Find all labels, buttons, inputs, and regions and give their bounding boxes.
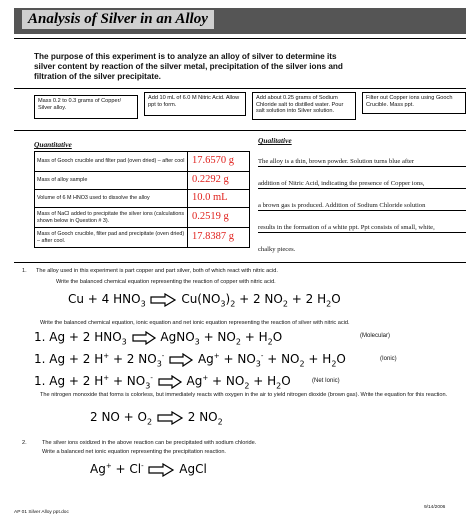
footer-date: 9/14/2006 bbox=[424, 505, 446, 510]
equation-copper bbox=[68, 292, 341, 308]
reaction-arrow-icon bbox=[131, 331, 157, 345]
procedure-top-rule bbox=[14, 88, 466, 89]
equation-silver-net-ionic: 1. Ag + 2 $H^+ + NO_3^-$ $Ag^+ + NO_2 + H_2O$ bbox=[34, 374, 291, 391]
table-row bbox=[35, 190, 250, 208]
label-ionic: (Ionic) bbox=[380, 356, 397, 362]
table-row bbox=[35, 228, 250, 248]
q2-instruction: Write a balanced net ionic equation representing the precipitation reaction. bbox=[42, 449, 226, 455]
eq-sub: 3 bbox=[220, 299, 226, 309]
eq-sub: 2 bbox=[217, 417, 223, 427]
eq-text: AgCl bbox=[179, 462, 207, 476]
eq-sup: + bbox=[105, 462, 112, 470]
page-title: Analysis of Silver in an Alloy bbox=[22, 10, 214, 29]
eq-sub: 2 bbox=[282, 299, 288, 309]
q1-number: 1. bbox=[22, 268, 27, 274]
table-cell-value: 17.8387 g bbox=[188, 228, 250, 248]
procedure-bottom-rule bbox=[14, 130, 466, 131]
qualitative-line: chalky pieces. bbox=[258, 246, 296, 253]
eq-text: O bbox=[331, 292, 341, 306]
qualitative-line: results in the formation of a white ppt. Ppt consists of small, white, bbox=[258, 223, 466, 233]
label-molecular: (Molecular) bbox=[360, 333, 391, 339]
eq-text: ) bbox=[225, 292, 231, 306]
step-text: Filter out Copper ions using Gooch Crucible. Mass ppt. bbox=[366, 95, 453, 108]
equation-precipitation bbox=[90, 462, 207, 477]
title-rule bbox=[14, 38, 466, 39]
eq-text: Ag bbox=[90, 462, 106, 476]
quantitative-header: Quantitative bbox=[34, 140, 72, 149]
step-text: Add about 0.25 grams of Sodium Chloride salt to distilled water. Pour salt solution into Silver solution. bbox=[256, 95, 344, 115]
table-cell-label: Mass of alloy sample bbox=[35, 172, 188, 190]
q1-text: The alloy used in this experiment is part copper and part silver, both of which react with nitric acid. bbox=[36, 268, 278, 274]
table-row bbox=[35, 152, 250, 172]
footer-filename: AP 01 Silver Alloy ppt.doc bbox=[14, 510, 69, 515]
table-cell-label: Volume of 6 M HNO3 used to dissolve the alloy bbox=[35, 190, 188, 208]
table-cell-label: Mass of NaCl added to precipitate the silver ions (calculations shown below in Question # 3). bbox=[35, 208, 188, 228]
table-cell-label: Mass of Gooch crucible, filter pad and precipitate (oven dried) – after cool. bbox=[35, 228, 188, 248]
eq-sub: 3 bbox=[140, 299, 146, 309]
reaction-arrow-icon bbox=[149, 293, 177, 307]
table-cell-value: 10.0 mL bbox=[188, 190, 250, 208]
q1-no-text: The nitrogen monoxide that forms is colorless, but immediately reacts with oxygen in the air to yield nitrogen dioxide (brown gas). Write the equation for this reaction. bbox=[40, 392, 448, 398]
q2-text: The silver ions oxidized in the above reaction can be precipitated with sodium chloride. bbox=[42, 440, 257, 446]
q1-instruction-b: Write the balanced chemical equation, ionic equation and net ionic equation representing the reaction of silver with nitric acid. bbox=[40, 320, 350, 326]
step-box-1 bbox=[34, 95, 138, 119]
table-cell-label: Mass of Gooch crucible and filter pad (oven dried) – after cool bbox=[35, 152, 188, 172]
step-text: Mass 0.2 to 0.3 grams of Copper/ Silver alloy. bbox=[38, 98, 122, 111]
purpose-text: The purpose of this experiment is to analyze an alloy of silver to determine its silver content by reaction of the silver metal, precipitation of the silver ions and filtration of the silver precipitate. bbox=[34, 52, 343, 81]
eq-sub: 2 bbox=[326, 299, 332, 309]
eq-sup: - bbox=[141, 462, 144, 470]
equation-silver-molecular: 1. Ag + 2 $HNO_3$ AgNO$_3$ + $NO_2 + H_2O$ bbox=[34, 330, 283, 347]
table-row bbox=[35, 172, 250, 190]
qualitative-header: Qualitative bbox=[258, 136, 292, 145]
reaction-arrow-icon bbox=[156, 411, 184, 425]
reaction-arrow-icon bbox=[157, 375, 183, 389]
reaction-arrow-icon bbox=[147, 463, 175, 477]
table-cell-value: 0.2519 g bbox=[188, 208, 250, 228]
label-net-ionic: (Net Ionic) bbox=[312, 378, 340, 384]
eq-text: 2 NO + O bbox=[90, 410, 147, 424]
equation-silver-ionic: 1. Ag + 2 H+ + 2 $NO_3^-$ $Ag^+ + NO_3^- + NO_2 + H_2O$ bbox=[34, 352, 346, 369]
eq-text: + 2 H bbox=[287, 292, 327, 306]
eq-text: Cu(NO bbox=[181, 292, 221, 306]
step-box-4 bbox=[362, 92, 466, 114]
qualitative-line: addition of Nitric Acid, indicating the presence of Copper ions, bbox=[258, 179, 466, 189]
qualitative-line: The alloy is a thin, brown powder. Solution turns blue after bbox=[258, 157, 466, 167]
qualitative-line: a brown gas is produced. Addition of Sodium Chloride solution bbox=[258, 201, 466, 211]
table-cell-value: 17.6570 g bbox=[188, 152, 250, 172]
table-cell-value: 0.2292 g bbox=[188, 172, 250, 190]
q2-number: 2. bbox=[22, 440, 27, 446]
table-row bbox=[35, 208, 250, 228]
eq-text: + Cl bbox=[111, 462, 142, 476]
q1-instruction-a: Write the balanced chemical equation representing the reaction of copper with nitric acid. bbox=[56, 279, 276, 285]
step-box-3 bbox=[252, 92, 356, 120]
step-text: Add 10 mL of 6.0 M Nitric Acid. Allow ppt to form. bbox=[148, 95, 240, 108]
step-box-2 bbox=[144, 92, 246, 116]
quantitative-table bbox=[34, 151, 250, 248]
eq-text: + 2 NO bbox=[235, 292, 283, 306]
eq-sub: 2 bbox=[230, 299, 236, 309]
equation-no bbox=[90, 410, 223, 426]
reaction-arrow-icon bbox=[168, 353, 194, 367]
section-rule bbox=[14, 262, 466, 263]
eq-text: 2 NO bbox=[187, 410, 218, 424]
eq-sub: 2 bbox=[147, 417, 153, 427]
eq-text: Cu + 4 HNO bbox=[68, 292, 141, 306]
